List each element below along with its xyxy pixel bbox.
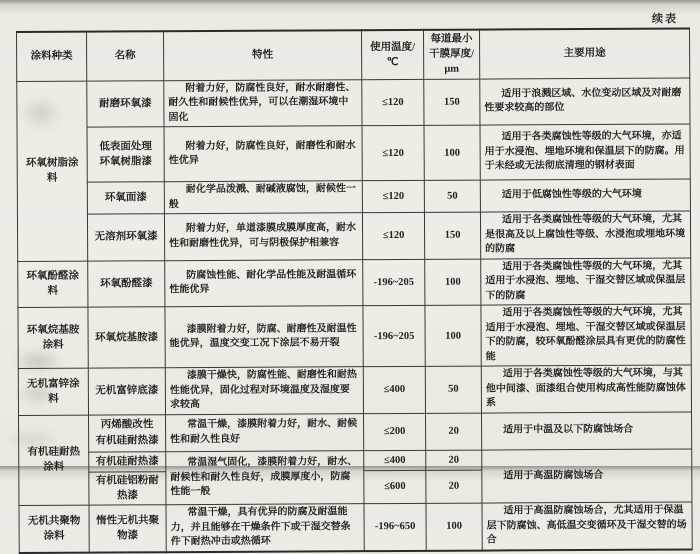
use-cell: 适用于中温及以下防腐蚀场合	[482, 412, 692, 450]
feature-cell: 漆膜附着力好，防腐、耐磨性及耐温性能优异，温度交变工况下涂层不易开裂	[165, 306, 363, 368]
dft-cell: 20	[426, 413, 482, 450]
temp-cell: ≤200	[364, 413, 426, 450]
name-cell: 丙烯酸改性 有机硅耐热漆	[89, 414, 166, 451]
feature-cell: 常温干燥，具有优异的防腐及耐温能力，并且能够在干燥条件下或干湿交替条件下耐热冲击或热循环	[166, 504, 364, 552]
table-row	[18, 304, 691, 369]
use-cell: 适用于各类腐蚀性等级的大气环境，尤其是很高及以上腐蚀性等级、水浸泡或埋地环境的防腐	[480, 211, 690, 259]
use-cell: 适用于各类腐蚀性等级的大气环境，亦适用于水浸泡、埋地环境和保温层下的防腐。用于未经或无法彻底清理的钢材表面	[480, 124, 690, 180]
feature-cell: 漆膜干燥快，防腐性能、耐磨性和耐热性能优异，固化过程对环境温度及湿度要求较高	[165, 367, 363, 415]
name-cell: 环氧酚醛漆	[88, 260, 165, 307]
table-row	[17, 211, 690, 261]
dft-cell: 50	[424, 180, 480, 212]
name-cell: 低表面处理 环氧树脂漆	[87, 127, 164, 182]
header-service-temp: 使用温度/ ℃	[362, 30, 424, 79]
name-cell: 有机硅铝粉耐热漆	[89, 471, 166, 505]
temp-cell: ≤600	[364, 470, 426, 504]
header-min-dry-film: 每道最小 干膜厚度/μm	[423, 30, 479, 79]
table-row	[19, 502, 692, 553]
temp-cell: ≤400	[364, 450, 426, 470]
name-cell: 无机富锌底漆	[88, 368, 165, 415]
use-cell: 适用于高温防腐蚀场合，尤其适用于保温层下防腐蚀、高低温交变循环及干湿交替的场合	[482, 502, 692, 550]
use-cell: 适用于高温防腐蚀场合	[482, 449, 692, 504]
header-characteristics: 特性	[164, 30, 362, 80]
table-header-row	[17, 28, 690, 81]
category-cell: 有机硅耐热 涂料	[19, 415, 89, 506]
header-name: 名称	[87, 31, 164, 81]
table-row	[17, 78, 690, 128]
feature-cell: 附着力好，防腐性良好，耐磨性和耐水性优异	[164, 126, 362, 182]
use-cell: 适用于各类腐蚀性等级的大气环境，与其他中间漆、面漆组合使用构成高性能防腐蚀体系	[481, 365, 691, 413]
dft-cell: 20	[426, 470, 482, 504]
dft-cell: 100	[425, 259, 481, 306]
use-cell: 适用于浪溅区域、水位变动区域及对耐磨性要求较高的部位	[480, 78, 690, 126]
temp-cell: ≤120	[362, 181, 424, 213]
temp-cell: ≤400	[363, 367, 425, 414]
dft-cell: 150	[424, 212, 480, 259]
name-cell: 环氧烷基胺漆	[88, 307, 165, 368]
temp-cell: ≤120	[362, 79, 424, 126]
feature-cell: 附着力好，单道漆膜成膜厚度高，耐水性和耐磨性优异，可与阴极保护相兼容	[164, 213, 362, 261]
name-cell: 无溶剂环氧漆	[87, 214, 164, 261]
use-cell: 适用于低腐蚀性等级的大气环境	[480, 179, 690, 212]
category-cell: 环氧酚醛涂料	[18, 261, 88, 308]
dft-cell: 20	[426, 450, 482, 470]
table-row	[17, 179, 690, 215]
category-cell: 无机共聚物涂料	[19, 505, 89, 552]
coatings-table-wrapper	[16, 27, 692, 553]
continued-table-label: 续表	[652, 13, 678, 25]
temp-cell: ≤120	[362, 126, 424, 181]
temp-cell: ≤120	[362, 213, 424, 260]
dft-cell: 50	[425, 366, 481, 413]
feature-cell: 耐化学品泼溅、耐碱液腐蚀，耐候性一般	[164, 181, 362, 214]
dft-cell: 100	[425, 305, 481, 366]
coatings-table	[16, 27, 693, 553]
feature-cell: 常温干燥，漆膜附着力好，耐水、耐候性和耐久性良好	[166, 413, 364, 451]
category-cell: 无机富锌涂料	[18, 368, 88, 415]
category-cell: 环氧烷基胺涂料	[18, 307, 88, 368]
feature-cell: 防腐蚀性能、耐化学品性能及耐温循环性能优异	[165, 259, 363, 307]
temp-cell: -196~205	[363, 306, 425, 367]
use-cell: 适用于各类腐蚀性等级的大气环境，尤其适用于水浸泡、埋地、干湿交替区域或保温层下的防腐	[481, 258, 691, 306]
use-cell: 适用于各类腐蚀性等级的大气环境，尤其适用于水浸泡、埋地、干湿交替区域或保温层下的防腐，较环氧酚醛涂层具有更优的防腐性能	[481, 304, 691, 366]
name-cell: 耐磨环氧漆	[87, 80, 164, 127]
temp-cell: -196~650	[364, 503, 426, 550]
header-main-use: 主要用途	[479, 28, 689, 78]
header-coating-type: 涂料种类	[17, 32, 87, 82]
temp-cell: -196~205	[363, 259, 425, 306]
name-cell: 环氧面漆	[87, 182, 164, 214]
feature-cell: 常温湿气固化，漆膜附着力好，耐水、耐候性和耐久性良好，成膜厚度小，防腐性能一般	[166, 450, 364, 504]
dft-cell: 100	[424, 125, 480, 180]
name-cell: 有机硅耐热漆	[89, 451, 166, 471]
feature-cell: 附着力好，防腐性良好，耐水耐磨性、耐久性和耐候性优异，可以在潮湿环境中固化	[164, 79, 362, 127]
table-row	[18, 365, 691, 415]
table-row	[17, 124, 690, 183]
table-row	[19, 412, 692, 453]
dft-cell: 150	[424, 79, 480, 126]
table-row	[18, 258, 691, 308]
dft-cell: 100	[426, 503, 482, 550]
name-cell: 惰性无机共聚物漆	[89, 505, 166, 552]
category-cell: 环氧树脂涂料	[17, 81, 88, 261]
table-row	[19, 449, 692, 473]
